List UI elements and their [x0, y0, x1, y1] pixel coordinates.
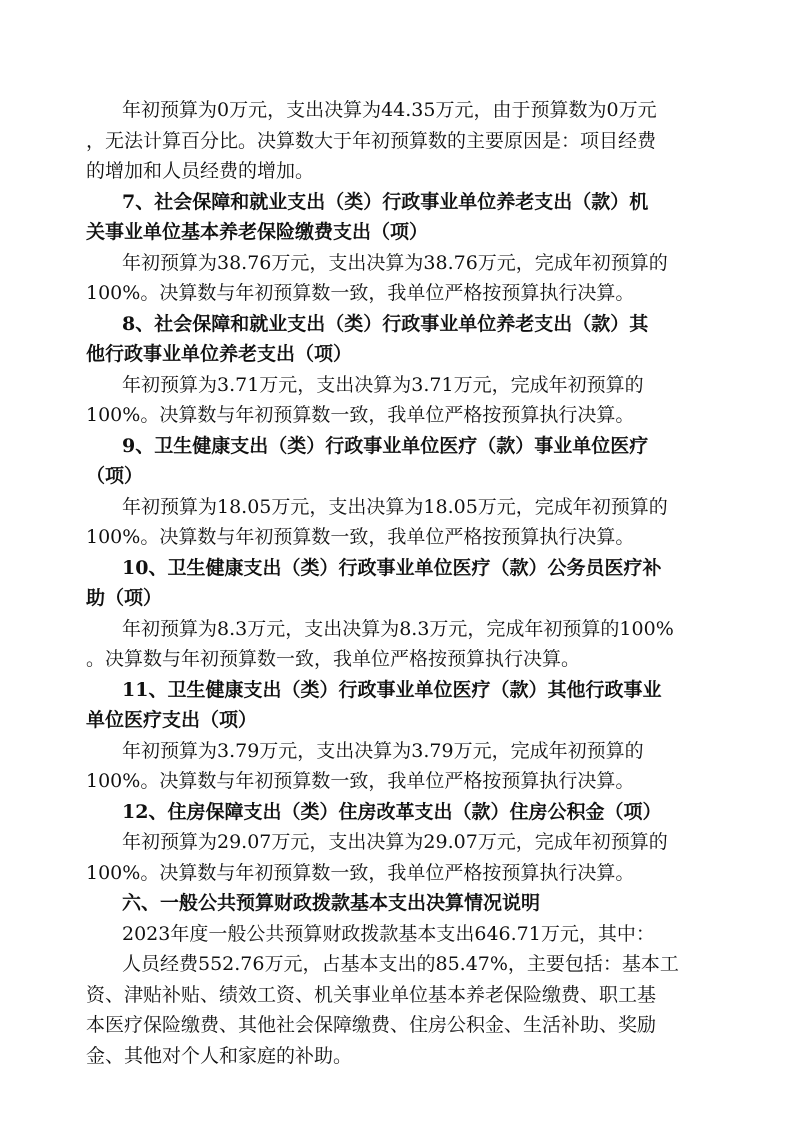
- section-heading: 8、社会保障和就业支出（类）行政事业单位养老支出（款）其: [122, 312, 649, 335]
- body-line: 100%。决算数与年初预算数一致，我单位严格按预算执行决算。: [86, 282, 635, 304]
- section-heading: 12、住房保障支出（类）住房改革支出（款）住房公积金（项）: [122, 800, 662, 823]
- section-heading: 六、一般公共预算财政拨款基本支出决算情况说明: [122, 892, 541, 914]
- section-heading: 7、社会保障和就业支出（类）行政事业单位养老支出（款）机: [122, 190, 649, 213]
- body-line: 金、其他对个人和家庭的补助。: [86, 1044, 353, 1067]
- body-line: 年初预算为29.07万元，支出决算为29.07万元，完成年初预算的: [122, 831, 668, 853]
- body-line: 100%。决算数与年初预算数一致，我单位严格按预算执行决算。: [86, 770, 635, 792]
- body-line: 本医疗保险缴费、其他社会保障缴费、住房公积金、生活补助、奖励: [86, 1014, 657, 1036]
- body-line: 。决算数与年初预算数一致，我单位严格按预算执行决算。: [86, 648, 581, 670]
- body-line: 100%。决算数与年初预算数一致，我单位严格按预算执行决算。: [86, 404, 635, 426]
- body-line: ，无法计算百分比。决算数大于年初预算数的主要原因是：项目经费: [86, 129, 657, 152]
- body-line: 100%。决算数与年初预算数一致，我单位严格按预算执行决算。: [86, 861, 635, 884]
- section-heading: 9、卫生健康支出（类）行政事业单位医疗（款）事业单位医疗: [122, 434, 649, 457]
- body-line: 年初预算为18.05万元，支出决算为18.05万元，完成年初预算的: [122, 495, 668, 518]
- body-line: 年初预算为3.71万元，支出决算为3.71万元，完成年初预算的: [122, 373, 644, 396]
- body-line: 年初预算为38.76万元，支出决算为38.76万元，完成年初预算的: [122, 251, 668, 274]
- section-heading: 他行政事业单位养老支出（项）: [86, 343, 353, 365]
- section-heading: 助（项）: [86, 587, 163, 609]
- body-line: 2023年度一般公共预算财政拨款基本支出646.71万元，其中：: [122, 922, 655, 945]
- body-line: 资、津贴补贴、绩效工资、机关事业单位基本养老保险缴费、职工基: [86, 983, 657, 1006]
- body-line: 人员经费552.76万元，占基本支出的85.47%，主要包括：基本工: [122, 953, 679, 975]
- body-line: 年初预算为8.3万元，支出决算为8.3万元，完成年初预算的100%: [122, 617, 674, 640]
- section-heading: （项）: [86, 465, 144, 487]
- body-line: 年初预算为3.79万元，支出决算为3.79万元，完成年初预算的: [122, 739, 644, 762]
- body-line: 100%。决算数与年初预算数一致，我单位严格按预算执行决算。: [86, 526, 635, 548]
- section-heading: 关事业单位基本养老保险缴费支出（项）: [86, 221, 429, 243]
- document-body: [86, 95, 716, 1071]
- body-line: 年初预算为0万元，支出决算为44.35万元，由于预算数为0万元: [122, 99, 657, 121]
- section-heading: 10、卫生健康支出（类）行政事业单位医疗（款）公务员医疗补: [122, 556, 662, 579]
- section-heading: 11、卫生健康支出（类）行政事业单位医疗（款）其他行政事业: [122, 678, 662, 701]
- section-heading: 单位医疗支出（项）: [86, 709, 258, 731]
- body-line: 的增加和人员经费的增加。: [86, 160, 315, 182]
